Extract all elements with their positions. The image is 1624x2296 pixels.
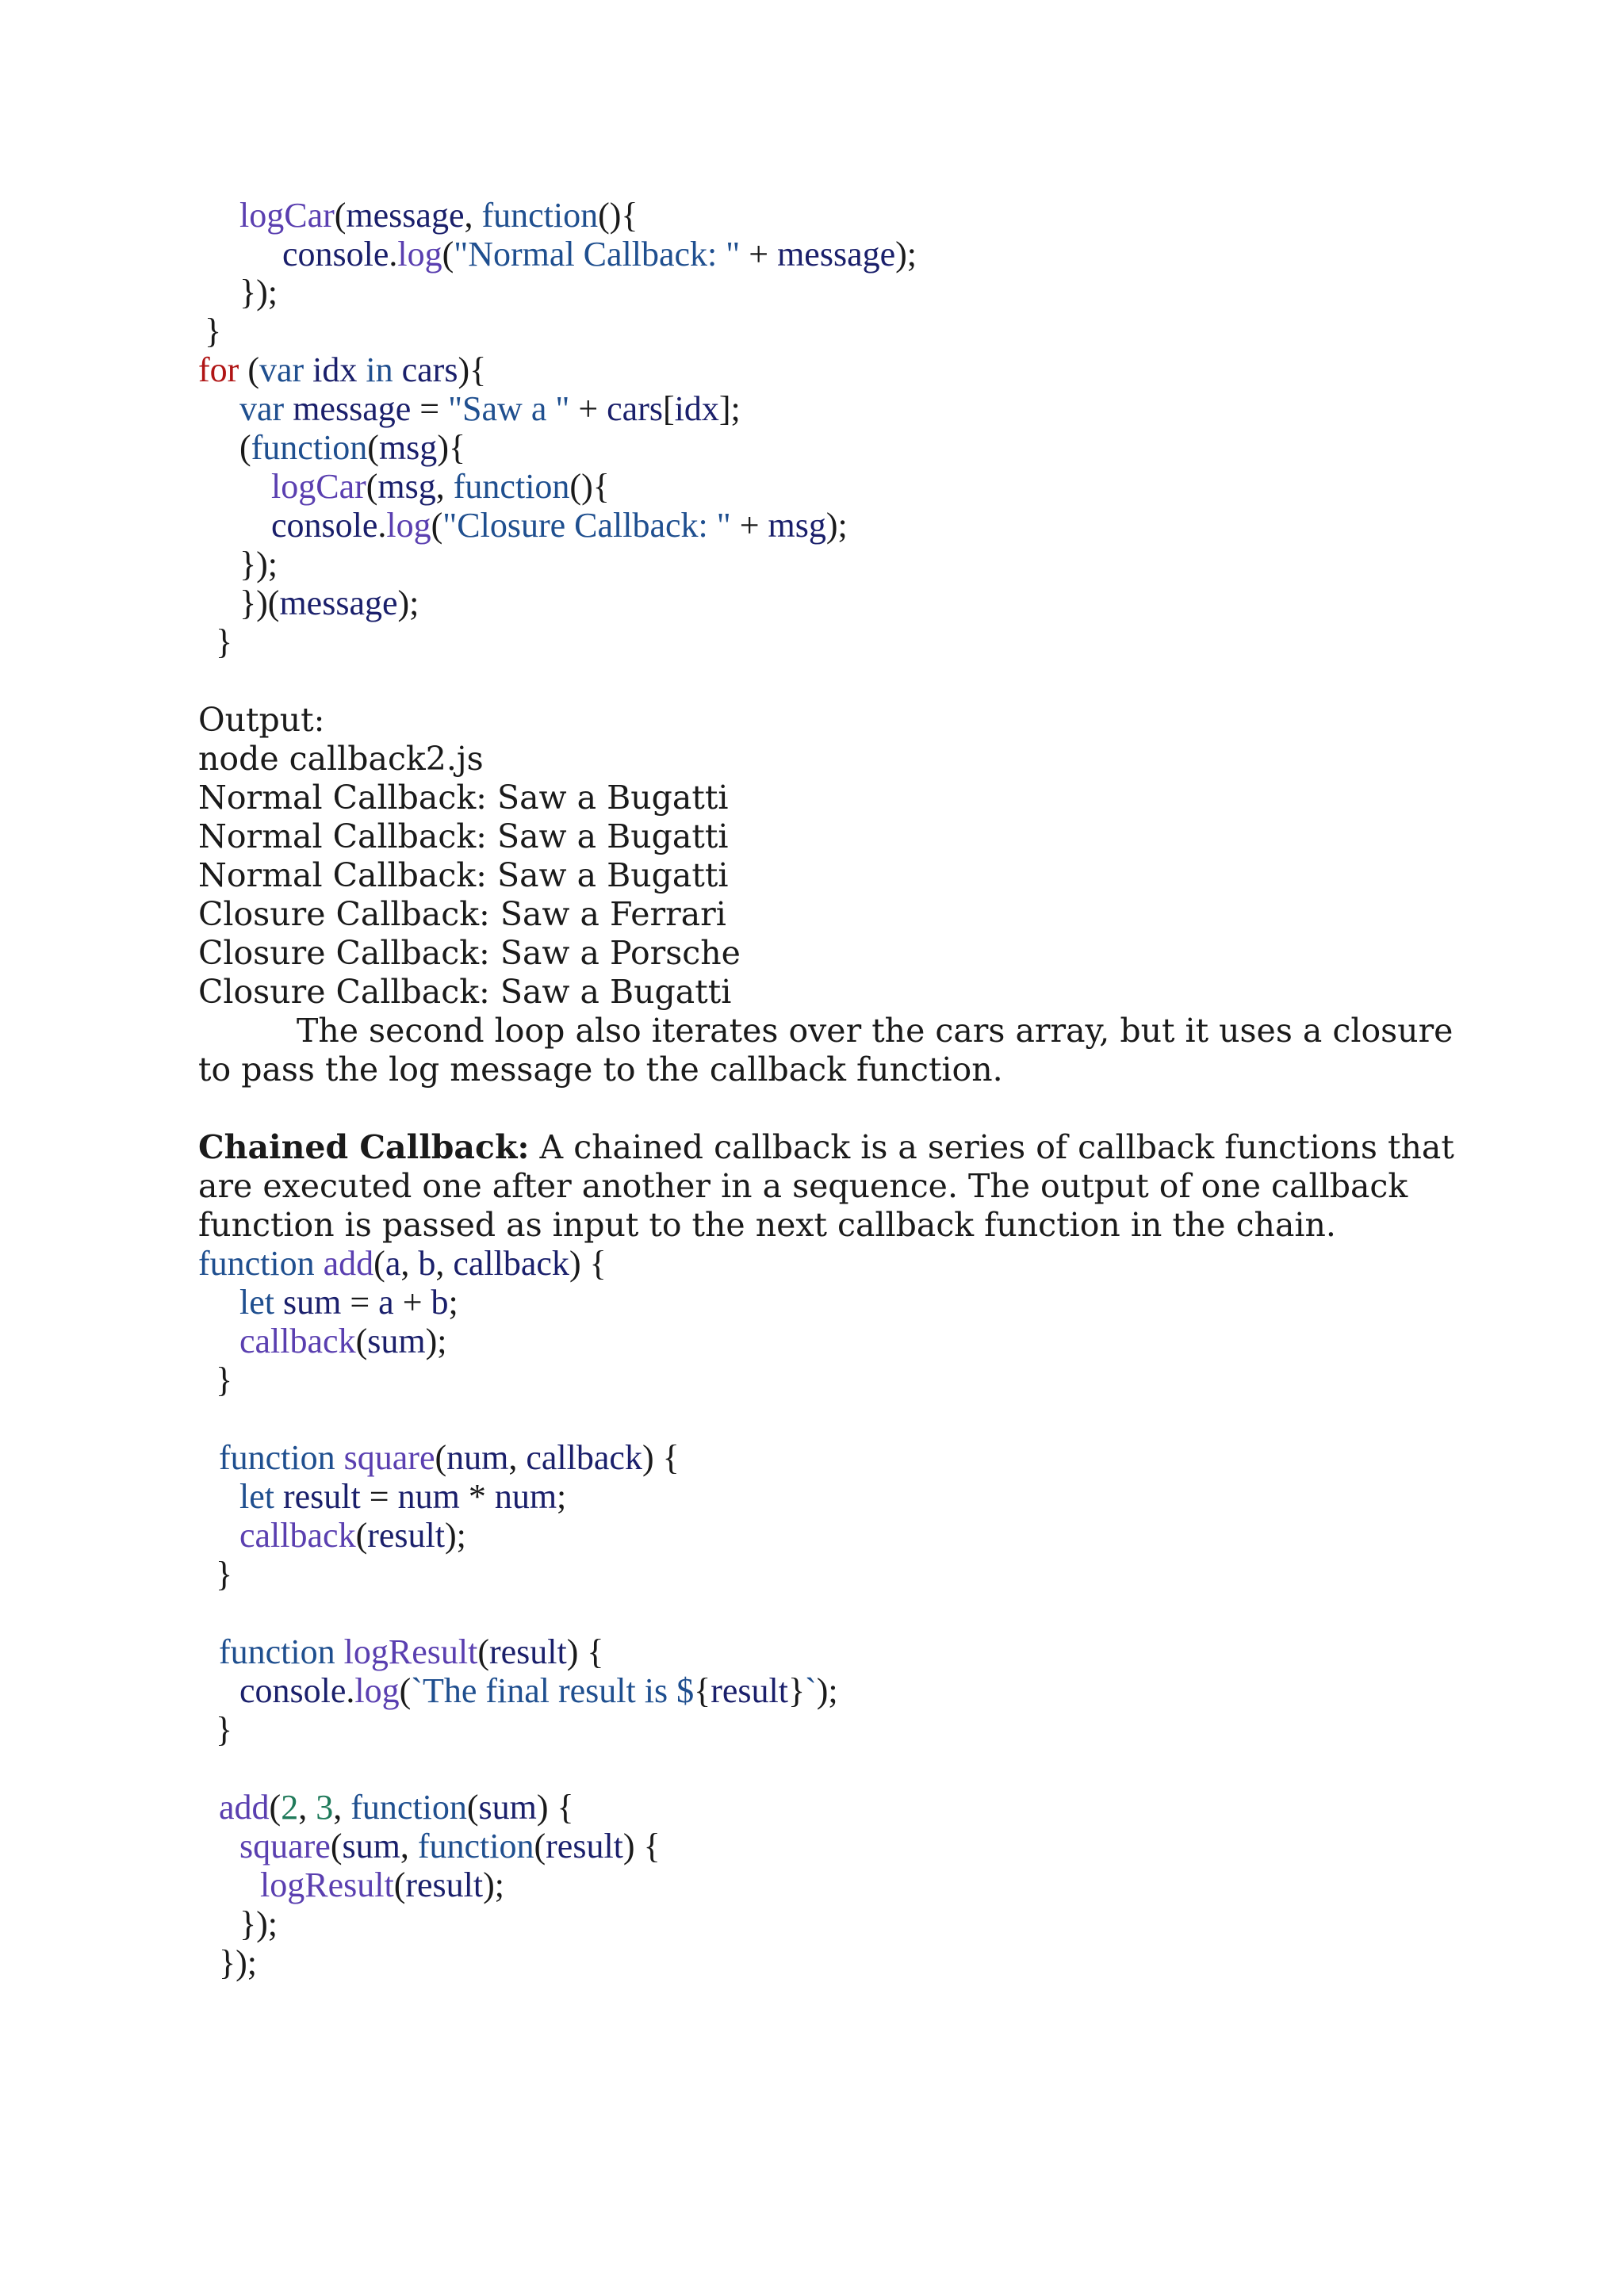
- code-identifier: sum: [282, 1283, 342, 1322]
- code-punctuation: [393, 350, 402, 389]
- code-string: "Closure Callback: ": [442, 506, 731, 545]
- code-keyword: function: [350, 1788, 467, 1827]
- code-function-name: logCar: [239, 196, 335, 235]
- code-string: "Normal Callback: ": [454, 235, 741, 274]
- code-punctuation: ,: [435, 1244, 454, 1283]
- code-line: [219, 1944, 257, 1982]
- code-punctuation: );: [445, 1516, 466, 1555]
- code-punctuation: }: [216, 1360, 233, 1399]
- code-identifier: cars: [401, 350, 458, 389]
- code-punctuation: (: [393, 1866, 406, 1904]
- code-keyword: function: [219, 1632, 335, 1671]
- code-punctuation: [304, 350, 312, 389]
- code-identifier: result: [367, 1516, 445, 1555]
- code-punctuation: ) {: [536, 1788, 574, 1827]
- code-punctuation: [284, 389, 293, 428]
- output-line: Closure Callback: Saw a Ferrari: [198, 895, 726, 933]
- code-punctuation: ) {: [569, 1244, 607, 1283]
- code-identifier: result: [710, 1671, 788, 1710]
- code-punctuation: ){: [437, 428, 466, 467]
- code-punctuation: ){: [458, 350, 487, 389]
- code-identifier: msg: [378, 428, 438, 467]
- code-punctuation: ) {: [642, 1438, 680, 1477]
- code-punctuation: [357, 350, 366, 389]
- code-identifier: result: [488, 1632, 567, 1671]
- code-line: [219, 1633, 604, 1671]
- output-line: node callback2.js: [198, 740, 484, 778]
- code-punctuation: ,: [508, 1438, 527, 1477]
- code-punctuation: +: [569, 389, 607, 428]
- code-line: [282, 235, 917, 274]
- explanation-paragraph-line: The second loop also iterates over the cars array, but it uses a closure: [297, 1012, 1454, 1050]
- code-punctuation: (: [239, 428, 251, 467]
- code-keyword: function: [453, 467, 570, 506]
- code-identifier: cars: [607, 389, 663, 428]
- code-function-name: logCar: [271, 467, 366, 506]
- code-punctuation: [335, 1438, 344, 1477]
- code-identifier: idx: [674, 389, 719, 428]
- code-punctuation: });: [239, 273, 278, 312]
- code-punctuation: (: [431, 506, 443, 545]
- code-identifier: a: [378, 1283, 394, 1322]
- code-line: [239, 1322, 446, 1360]
- code-punctuation: ) {: [566, 1632, 604, 1671]
- code-punctuation: });: [219, 1943, 257, 1982]
- explanation-paragraph-line: to pass the log message to the callback function.: [198, 1050, 1003, 1089]
- code-number: 2: [281, 1788, 299, 1827]
- code-keyword: let: [239, 1283, 274, 1322]
- code-function-name: callback: [239, 1322, 356, 1360]
- output-label: Output:: [198, 701, 325, 739]
- code-line: [216, 1361, 232, 1399]
- code-function-name: log: [386, 506, 431, 545]
- code-line: [219, 1439, 680, 1477]
- section-heading: Chained Callback:: [198, 1128, 530, 1166]
- code-identifier: result: [546, 1827, 623, 1866]
- code-keyword: function: [417, 1827, 534, 1866]
- code-punctuation: (: [373, 1244, 385, 1283]
- code-punctuation: .: [377, 506, 387, 545]
- code-line: [239, 390, 741, 428]
- code-punctuation: (: [239, 350, 259, 389]
- code-line: [198, 1245, 607, 1283]
- code-identifier: msg: [768, 506, 826, 545]
- code-punctuation: (){: [598, 196, 638, 235]
- code-function-name: logResult: [260, 1866, 394, 1904]
- code-function-name: square: [343, 1438, 435, 1477]
- code-identifier: console: [282, 235, 389, 274]
- code-punctuation: (){: [569, 467, 610, 506]
- code-line: [216, 623, 232, 661]
- code-identifier: result: [405, 1866, 484, 1904]
- code-function-name: log: [354, 1671, 400, 1710]
- code-line: [198, 351, 486, 389]
- description-text: A chained callback is a series of callback functions that: [529, 1128, 1454, 1166]
- code-punctuation: +: [730, 506, 768, 545]
- code-identifier: callback: [453, 1244, 569, 1283]
- code-punctuation: (: [534, 1827, 546, 1866]
- chained-callback-paragraph: [198, 1128, 1454, 1166]
- code-line: [271, 507, 848, 545]
- code-keyword: function: [481, 196, 599, 235]
- code-punctuation: (: [330, 1827, 343, 1866]
- output-line: Closure Callback: Saw a Bugatti: [198, 973, 732, 1011]
- code-keyword: var: [259, 350, 304, 389]
- code-function-name: logResult: [343, 1632, 478, 1671]
- code-line: [239, 1284, 458, 1322]
- output-line: Closure Callback: Saw a Porsche: [198, 934, 741, 972]
- code-identifier: result: [282, 1477, 361, 1516]
- code-line: [219, 1789, 574, 1827]
- code-punctuation: *: [459, 1477, 495, 1516]
- code-line: [239, 1672, 838, 1710]
- code-identifier: console: [239, 1671, 347, 1710]
- code-punctuation: );: [425, 1322, 447, 1360]
- code-identifier: message: [293, 389, 412, 428]
- code-punctuation: );: [895, 235, 917, 274]
- code-punctuation: (: [399, 1671, 412, 1710]
- code-identifier: num: [494, 1477, 557, 1516]
- code-identifier: num: [446, 1438, 509, 1477]
- code-identifier: message: [346, 196, 465, 235]
- code-punctuation: .: [346, 1671, 355, 1710]
- code-line: [271, 468, 610, 506]
- code-punctuation: (: [442, 235, 454, 274]
- code-punctuation: (: [466, 1788, 479, 1827]
- code-keyword: function: [198, 1244, 315, 1283]
- code-punctuation: (: [367, 428, 379, 467]
- code-identifier: sum: [342, 1827, 400, 1866]
- code-punctuation: })(: [239, 584, 280, 622]
- code-identifier: console: [271, 506, 378, 545]
- code-line: [239, 545, 278, 584]
- code-punctuation: +: [393, 1283, 431, 1322]
- code-identifier: b: [431, 1283, 449, 1322]
- code-punctuation: );: [397, 584, 419, 622]
- code-string: "Saw a ": [448, 389, 570, 428]
- code-punctuation: ,: [400, 1827, 418, 1866]
- code-identifier: message: [777, 235, 896, 274]
- code-punctuation: ;: [448, 1283, 458, 1322]
- code-punctuation: }: [216, 622, 233, 661]
- code-identifier: sum: [478, 1788, 537, 1827]
- code-punctuation: );: [483, 1866, 504, 1904]
- code-punctuation: (: [477, 1632, 489, 1671]
- code-punctuation: +: [740, 235, 778, 274]
- code-identifier: b: [418, 1244, 436, 1283]
- code-line: [239, 1517, 466, 1555]
- output-line: Normal Callback: Saw a Bugatti: [198, 817, 729, 855]
- code-punctuation: ,: [298, 1788, 316, 1827]
- code-keyword: function: [219, 1438, 335, 1477]
- code-function-name: log: [397, 235, 442, 274]
- code-punctuation: });: [239, 1904, 278, 1943]
- code-punctuation: ) {: [622, 1827, 661, 1866]
- code-keyword: function: [251, 428, 368, 467]
- code-identifier: msg: [377, 467, 436, 506]
- code-punctuation: (: [366, 467, 378, 506]
- code-function-name: add: [219, 1788, 270, 1827]
- code-punctuation: ,: [333, 1788, 351, 1827]
- code-punctuation: ];: [718, 389, 741, 428]
- code-punctuation: {: [694, 1671, 711, 1710]
- code-line: [239, 584, 419, 622]
- code-identifier: callback: [526, 1438, 642, 1477]
- code-identifier: idx: [312, 350, 358, 389]
- code-punctuation: (: [355, 1516, 368, 1555]
- code-punctuation: =: [341, 1283, 379, 1322]
- code-line: [239, 1827, 661, 1866]
- code-punctuation: [274, 1477, 283, 1516]
- code-punctuation: ,: [464, 196, 482, 235]
- code-punctuation: (: [334, 196, 347, 235]
- code-punctuation: ;: [557, 1477, 567, 1516]
- code-function-name: add: [323, 1244, 374, 1283]
- code-line: [239, 1905, 278, 1943]
- output-line: Normal Callback: Saw a Bugatti: [198, 779, 729, 817]
- code-line: [260, 1866, 504, 1904]
- code-keyword: var: [239, 389, 285, 428]
- code-line: [205, 312, 221, 350]
- code-line: [239, 1478, 566, 1516]
- code-punctuation: );: [825, 506, 848, 545]
- code-keyword: let: [239, 1477, 274, 1516]
- code-control-keyword: for: [198, 350, 239, 389]
- code-identifier: message: [279, 584, 398, 622]
- description-line: are executed one after another in a sequence. The output of one callback: [198, 1167, 1408, 1205]
- description-line: function is passed as input to the next callback function in the chain.: [198, 1206, 1336, 1244]
- code-punctuation: }: [205, 312, 222, 350]
- code-punctuation: );: [816, 1671, 838, 1710]
- code-punctuation: ,: [400, 1244, 419, 1283]
- code-keyword: in: [366, 350, 393, 389]
- code-punctuation: }: [787, 1671, 806, 1710]
- code-identifier: a: [385, 1244, 401, 1283]
- code-function-name: square: [239, 1827, 331, 1866]
- output-line: Normal Callback: Saw a Bugatti: [198, 856, 729, 894]
- code-punctuation: });: [239, 545, 278, 584]
- code-punctuation: }: [216, 1710, 233, 1749]
- code-punctuation: (: [435, 1438, 447, 1477]
- code-number: 3: [316, 1788, 334, 1827]
- code-punctuation: [274, 1283, 283, 1322]
- code-punctuation: (: [269, 1788, 282, 1827]
- code-line: [239, 429, 465, 467]
- code-line: [216, 1711, 232, 1749]
- code-punctuation: =: [360, 1477, 398, 1516]
- code-punctuation: =: [411, 389, 449, 428]
- code-punctuation: }: [216, 1555, 233, 1594]
- code-line: [239, 274, 278, 312]
- code-string: `The final result is $: [411, 1671, 695, 1710]
- code-punctuation: ,: [435, 467, 454, 506]
- code-punctuation: [: [662, 389, 675, 428]
- code-function-name: callback: [239, 1516, 356, 1555]
- code-line: [239, 197, 638, 235]
- code-string: `: [805, 1671, 817, 1710]
- code-punctuation: [335, 1632, 344, 1671]
- code-line: [216, 1556, 232, 1594]
- code-punctuation: .: [389, 235, 398, 274]
- code-punctuation: [315, 1244, 324, 1283]
- code-identifier: num: [397, 1477, 460, 1516]
- code-identifier: sum: [367, 1322, 426, 1360]
- code-punctuation: (: [355, 1322, 368, 1360]
